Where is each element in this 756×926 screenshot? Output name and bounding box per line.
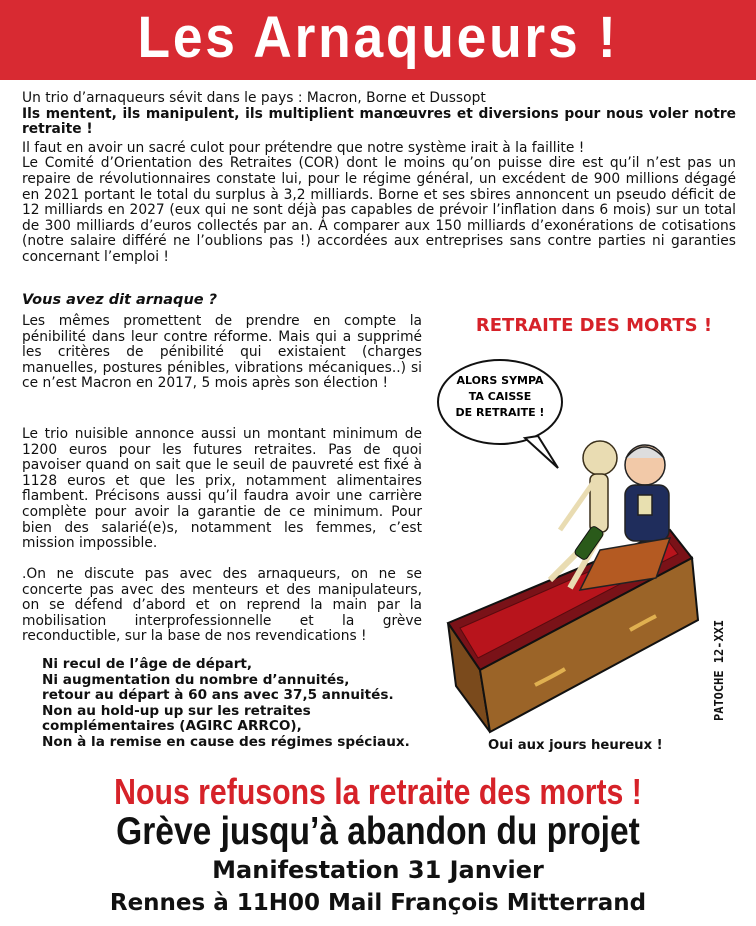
intro-line: Un trio d’arnaqueurs sévit dans le pays : Macron, Borne et Dussopt xyxy=(22,90,486,106)
demand-item: Non au hold-up up sur les retraites complémentaires (AGIRC ARRCO), xyxy=(42,702,311,734)
slogan-location: Rennes à 11H00 Mail François Mitterrand xyxy=(109,890,647,916)
bubble-line: DE RETRAITE ! xyxy=(455,406,545,419)
cartoon-illustration xyxy=(430,340,756,740)
intro-paragraph-2: Le Comité d’Orientation des Retraites (COR) dont le moins qu’on puisse dire est qu’il n’est pas un repaire de révolutionnaires constate lui, pour le régime général, un excédent de 900 millions dégagé en 2021 portant le total du surplus à 3,2 milliards. Borne et ses sbires annoncent un pseudo déficit de 12 milliards en 2027 (eux qui ne sont déjà pas capables de prévoir l’inflation dans 6 mois) sur un total de 300 milliards d’euros collectés par an. À comparer aux 150 milliards d’exonérations de cotisations (notre salaire différé ne l’oublions pas !) accordées aux entreprises sans contre parties ni garanties concernant l’emploi ! xyxy=(22,155,736,265)
slogan-refusal: Nous refusons la retraite des morts ! xyxy=(114,771,642,812)
intro-block xyxy=(22,91,736,266)
bubble-line: TA CAISSE xyxy=(468,390,532,403)
intro-bold: Ils mentent, ils manipulent, ils multiplient manœuvres et diversions pour nous voler notre retraite ! xyxy=(22,105,736,138)
demand-item: Non à la remise en cause des régimes spéciaux. xyxy=(42,733,410,750)
section-heading: Vous avez dit arnaque ? xyxy=(22,292,218,308)
intro-paragraph-1: Il faut en avoir un sacré culot pour prétendre que notre système irait à la faillite ! xyxy=(22,139,585,156)
demand-item: Ni recul de l’âge de départ, xyxy=(42,656,253,672)
section-paragraph-3: .On ne discute pas avec des arnaqueurs, on ne se concerte pas avec des menteurs et des manipulateurs, on se défend d’abord et on reprend la main par la mobilisation interprofessionnelle et la grève reconductible, sur la base de nos revendications ! xyxy=(22,566,422,645)
slogan-demonstration: Manifestation 31 Janvier xyxy=(212,856,544,884)
section-paragraph-2: Le trio nuisible annonce aussi un montant minimum de 1200 euros pour les futures retraites. Pas de quoi pavoiser quand on sait que le seuil de pauvreté est fixé à 1128 euros et que les prix, notamment alimentaires flambent. Précisons aussi qu’il faudra avoir une carrière complète pour avoir la garantie de ce minimum. Pour bien des salarié(e)s, notamment les femmes, c’est mission impossible. xyxy=(22,426,422,552)
artist-signature: PATOCHE 12-XXI xyxy=(712,619,726,721)
cartoon-caption: Oui aux jours heureux ! xyxy=(488,738,663,753)
demand-item: Ni augmentation du nombre d’annuités, xyxy=(42,671,350,688)
demands-list xyxy=(42,657,442,750)
slogan-strike: Grève jusqu’à abandon du projet xyxy=(116,810,640,853)
section-paragraph-1: Les mêmes promettent de prendre en compte la pénibilité dans leur contre réforme. Mais qui a supprimé les critères de pénibilité qui existaient (charges manuelles, postures pénibles, vibrations mécaniques..) si ce n’est Macron en 2017, 5 mois après son élection ! xyxy=(22,313,422,392)
page-title: Les Arnaqueurs ! xyxy=(137,5,619,70)
speech-bubble xyxy=(438,360,562,468)
bubble-line: ALORS SYMPA xyxy=(456,374,544,387)
cartoon-title: RETRAITE DES MORTS ! xyxy=(475,315,713,336)
demand-item: retour au départ à 60 ans avec 37,5 annuités. xyxy=(42,687,394,703)
